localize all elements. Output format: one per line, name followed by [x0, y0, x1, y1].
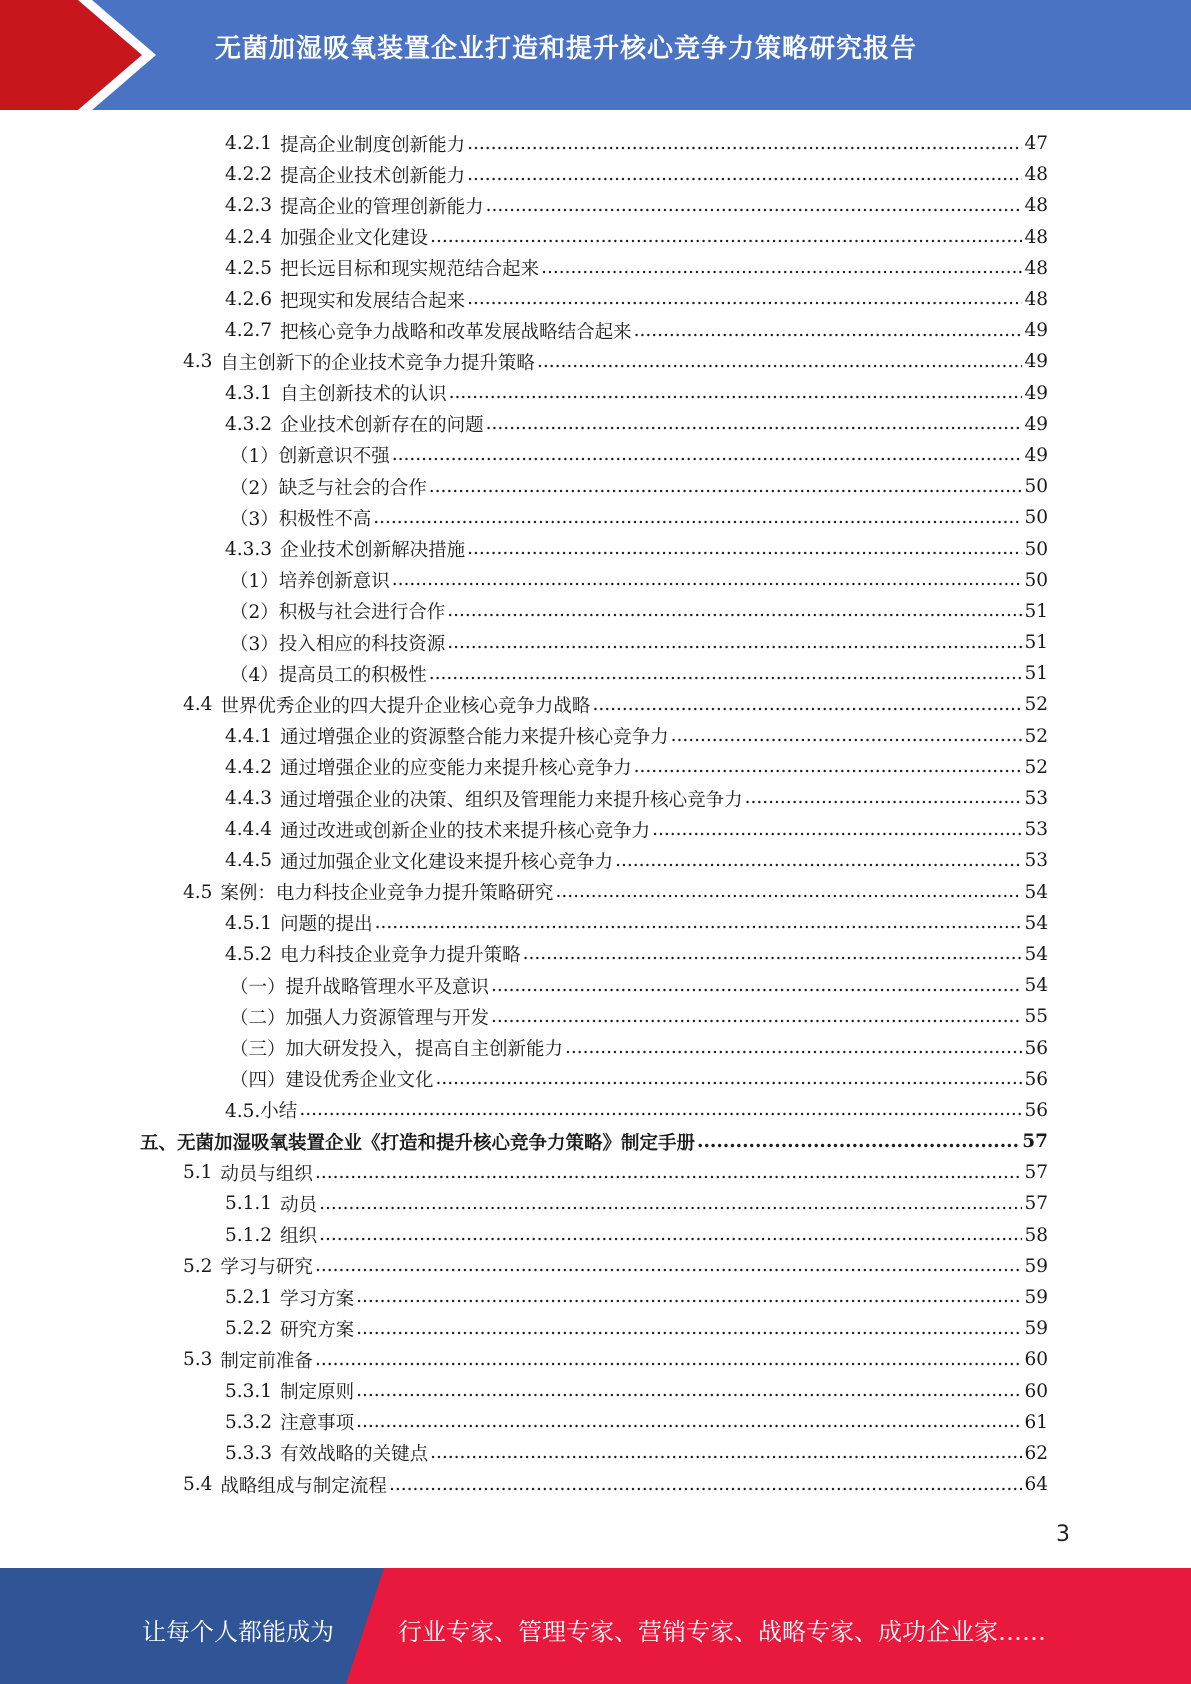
toc-dot-leader: [592, 694, 1022, 716]
toc-entry-title: 学习与研究: [220, 1257, 313, 1279]
toc-entry[interactable]: [140, 1469, 1048, 1500]
toc-entry-number: 4.2.5: [225, 257, 273, 279]
toc-entry-number: 4.4.4: [225, 819, 273, 841]
toc-entry-page: 49: [1024, 351, 1048, 373]
toc-entry-title: 有效战略的关键点: [280, 1444, 429, 1466]
toc-entry-page: 60: [1024, 1349, 1048, 1371]
toc-entry-page: 54: [1024, 912, 1048, 934]
toc-dot-leader: [436, 1068, 1023, 1090]
toc-entry-page: 52: [1024, 725, 1048, 747]
toc-entry[interactable]: [140, 1376, 1048, 1407]
toc-dot-leader: [315, 1162, 1023, 1184]
table-of-contents: [140, 128, 1048, 1500]
toc-entry[interactable]: [140, 1407, 1048, 1438]
toc-entry-page: 51: [1024, 632, 1048, 654]
toc-entry-page: 54: [1024, 943, 1048, 965]
toc-entry-number: 4.4.3: [225, 788, 273, 810]
toc-entry-page: 62: [1024, 1442, 1048, 1464]
toc-entry[interactable]: [140, 1282, 1048, 1313]
toc-dot-leader: [491, 1006, 1022, 1028]
toc-entry-title: 战略组成与制定流程: [220, 1475, 387, 1497]
toc-entry-number: 5.2: [183, 1255, 213, 1277]
toc-entry-title: 问题的提出: [280, 914, 373, 936]
toc-entry-title: 注意事项: [280, 1413, 355, 1435]
toc-entry-number: 4.4.2: [225, 756, 273, 778]
toc-entry-number: 4.3: [183, 351, 213, 373]
toc-entry-title: 通过加强企业文化建设来提升核心竞争力: [280, 851, 614, 873]
toc-dot-leader: [389, 1474, 1023, 1496]
toc-entry[interactable]: [140, 1126, 1048, 1157]
toc-entry-title: 自主创新技术的认识: [280, 384, 447, 406]
toc-dot-leader: [392, 569, 1023, 591]
toc-entry-page: 48: [1024, 164, 1048, 186]
toc-entry[interactable]: [140, 565, 1048, 596]
toc-entry[interactable]: [140, 471, 1048, 502]
toc-dot-leader: [315, 1255, 1023, 1277]
toc-dot-leader: [486, 195, 1023, 217]
toc-entry[interactable]: [140, 315, 1048, 346]
toc-dot-leader: [430, 226, 1022, 248]
toc-entry[interactable]: [140, 1313, 1048, 1344]
toc-entry-title: 企业技术创新存在的问题: [280, 415, 484, 437]
toc-entry-title: 4.5.小结: [225, 1101, 298, 1123]
toc-dot-leader: [467, 288, 1022, 310]
toc-entry[interactable]: [140, 658, 1048, 689]
toc-entry-title: 企业技术创新解决措施: [280, 540, 466, 562]
toc-dot-leader: [615, 850, 1022, 872]
toc-entry-page: 61: [1024, 1411, 1048, 1433]
toc-entry-number: 4.2.4: [225, 226, 273, 248]
toc-entry-title: 提高企业技术创新能力: [280, 165, 466, 187]
toc-entry-title: 学习方案: [280, 1288, 355, 1310]
toc-entry[interactable]: [140, 378, 1048, 409]
toc-entry-number: 4.5.2: [225, 943, 273, 965]
toc-entry[interactable]: [140, 409, 1048, 440]
toc-dot-leader: [671, 725, 1023, 747]
toc-entry-title: 组织: [280, 1226, 318, 1248]
toc-dot-leader: [634, 320, 1023, 342]
toc-entry[interactable]: [140, 222, 1048, 253]
toc-dot-leader: [449, 382, 1023, 404]
toc-dot-leader: [430, 1442, 1022, 1464]
toc-entry[interactable]: [140, 845, 1048, 876]
toc-entry-title: 动员与组织: [220, 1163, 313, 1185]
toc-entry-page: 50: [1024, 507, 1048, 529]
toc-entry-number: 4.5: [183, 881, 213, 903]
toc-dot-leader: [375, 912, 1023, 934]
toc-entry[interactable]: [140, 159, 1048, 190]
toc-entry-title: 通过增强企业的应变能力来提升核心竞争力: [280, 758, 632, 780]
toc-entry-number: 5.3: [183, 1349, 213, 1371]
toc-entry-page: 49: [1024, 382, 1048, 404]
toc-dot-leader: [356, 1286, 1022, 1308]
toc-dot-leader: [555, 881, 1022, 903]
toc-entry[interactable]: [140, 783, 1048, 814]
toc-entry-page: 49: [1024, 413, 1048, 435]
toc-entry[interactable]: [140, 1188, 1048, 1219]
toc-entry-number: 5.2.1: [225, 1287, 273, 1309]
toc-entry-number: 5.1.1: [225, 1193, 273, 1215]
toc-entry-page: 59: [1024, 1318, 1048, 1340]
toc-entry-number: 4.2.2: [225, 164, 273, 186]
toc-entry[interactable]: [140, 346, 1048, 377]
toc-entry-page: 55: [1024, 1006, 1048, 1028]
toc-entry[interactable]: [140, 1001, 1048, 1032]
toc-dot-leader: [356, 1411, 1022, 1433]
toc-entry-page: 57: [1024, 1162, 1048, 1184]
toc-entry-title: （三）加大研发投入，提高自主创新能力: [230, 1039, 564, 1061]
toc-dot-leader: [373, 507, 1022, 529]
toc-dot-leader: [429, 663, 1023, 685]
toc-dot-leader: [429, 476, 1023, 498]
toc-dot-leader: [652, 819, 1022, 841]
toc-entry-title: （一）提升战略管理水平及意识: [230, 976, 490, 998]
toc-entry-page: 50: [1024, 569, 1048, 591]
toc-entry[interactable]: [140, 689, 1048, 720]
toc-dot-leader: [491, 975, 1022, 997]
toc-dot-leader: [565, 1037, 1022, 1059]
toc-entry[interactable]: [140, 752, 1048, 783]
toc-dot-leader: [447, 632, 1022, 654]
toc-dot-leader: [634, 756, 1023, 778]
toc-entry[interactable]: [140, 440, 1048, 471]
toc-entry-title: （1）培养创新意识: [230, 571, 390, 593]
toc-entry-title: 动员: [280, 1194, 318, 1216]
toc-entry-number: 4.2.1: [225, 133, 273, 155]
toc-dot-leader: [315, 1349, 1023, 1371]
toc-entry-page: 48: [1024, 257, 1048, 279]
toc-entry[interactable]: [140, 721, 1048, 752]
toc-entry-number: 5.2.2: [225, 1318, 273, 1340]
toc-entry[interactable]: [140, 533, 1048, 564]
toc-entry-title: （四）建设优秀企业文化: [230, 1070, 434, 1092]
toc-entry-page: 59: [1024, 1255, 1048, 1277]
toc-entry-title: 通过改进或创新企业的技术来提升核心竞争力: [280, 820, 651, 842]
footer-slogan-left: 让每个人都能成为: [142, 1618, 334, 1646]
toc-entry[interactable]: [140, 284, 1048, 315]
toc-entry[interactable]: [140, 128, 1048, 159]
toc-entry-title: 五、无菌加湿吸氧装置企业《打造和提升核心竞争力策略》制定手册: [140, 1132, 696, 1154]
toc-entry-page: 53: [1024, 850, 1048, 872]
toc-entry-page: 49: [1024, 320, 1048, 342]
toc-dot-leader: [356, 1318, 1022, 1340]
toc-entry-number: 4.2.3: [225, 195, 273, 217]
toc-entry[interactable]: [140, 939, 1048, 970]
toc-entry-title: 制定原则: [280, 1382, 355, 1404]
toc-entry-page: 52: [1024, 694, 1048, 716]
toc-entry-title: 研究方案: [280, 1319, 355, 1341]
toc-dot-leader: [697, 1131, 1020, 1153]
toc-entry[interactable]: [140, 253, 1048, 284]
toc-entry-page: 57: [1022, 1131, 1048, 1153]
toc-dot-leader: [319, 1193, 1022, 1215]
toc-entry-number: 5.3.3: [225, 1442, 273, 1464]
toc-entry-page: 53: [1024, 819, 1048, 841]
toc-dot-leader: [447, 600, 1022, 622]
toc-entry-title: （4）提高员工的积极性: [230, 664, 427, 686]
document-title: 无菌加湿吸氧装置企业打造和提升核心竞争力策略研究报告: [215, 34, 918, 64]
toc-entry-page: 56: [1024, 1099, 1048, 1121]
toc-entry[interactable]: [140, 877, 1048, 908]
toc-entry[interactable]: [140, 814, 1048, 845]
toc-entry-number: 5.1: [183, 1162, 213, 1184]
toc-entry[interactable]: [140, 1344, 1048, 1375]
toc-entry-page: 64: [1024, 1474, 1048, 1496]
header-banner: [0, 0, 1191, 110]
toc-entry[interactable]: [140, 1220, 1048, 1251]
toc-entry-title: 自主创新下的企业技术竞争力提升策略: [220, 352, 535, 374]
toc-entry[interactable]: [140, 190, 1048, 221]
toc-entry-number: 4.5.1: [225, 912, 273, 934]
toc-entry-number: 4.4.1: [225, 725, 273, 747]
toc-entry[interactable]: [140, 1157, 1048, 1188]
toc-dot-leader: [486, 413, 1023, 435]
toc-entry-number: 4.3.3: [225, 538, 273, 560]
toc-dot-leader: [745, 787, 1023, 809]
toc-entry[interactable]: [140, 627, 1048, 658]
toc-entry-page: 53: [1024, 788, 1048, 810]
toc-entry[interactable]: [140, 908, 1048, 939]
toc-entry-number: 5.3.2: [225, 1411, 273, 1433]
toc-entry-title: 案例：电力科技企业竞争力提升策略研究: [220, 883, 554, 905]
toc-entry-page: 48: [1024, 226, 1048, 248]
toc-entry-title: 通过增强企业的资源整合能力来提升核心竞争力: [280, 727, 669, 749]
toc-entry-title: （二）加强人力资源管理与开发: [230, 1007, 490, 1029]
toc-entry-number: 5.1.2: [225, 1224, 273, 1246]
toc-dot-leader: [467, 164, 1022, 186]
toc-dot-leader: [537, 351, 1023, 373]
toc-entry-title: （1）创新意识不强: [230, 446, 390, 468]
toc-entry-title: 把现实和发展结合起来: [280, 290, 466, 312]
toc-entry-page: 60: [1024, 1380, 1048, 1402]
toc-entry-title: （3）积极性不高: [230, 508, 372, 530]
toc-entry[interactable]: [140, 1095, 1048, 1126]
toc-entry-page: 50: [1024, 538, 1048, 560]
toc-entry-page: 50: [1024, 476, 1048, 498]
toc-entry-page: 49: [1024, 444, 1048, 466]
toc-dot-leader: [541, 257, 1022, 279]
toc-entry-title: 提高企业制度创新能力: [280, 134, 466, 156]
toc-entry-page: 48: [1024, 195, 1048, 217]
toc-entry-page: 54: [1024, 881, 1048, 903]
toc-entry-page: 58: [1024, 1224, 1048, 1246]
toc-entry-title: 世界优秀企业的四大提升企业核心竞争力战略: [220, 695, 591, 717]
toc-entry-number: 5.3.1: [225, 1380, 273, 1402]
toc-dot-leader: [467, 133, 1022, 155]
toc-entry-page: 52: [1024, 756, 1048, 778]
toc-entry-page: 51: [1024, 600, 1048, 622]
toc-entry-title: （2）积极与社会进行合作: [230, 602, 446, 624]
toc-entry-number: 5.4: [183, 1474, 213, 1496]
toc-dot-leader: [392, 444, 1023, 466]
toc-entry-number: 4.4: [183, 694, 213, 716]
toc-entry-title: 制定前准备: [220, 1350, 313, 1372]
toc-entry-title: 电力科技企业竞争力提升策略: [280, 945, 521, 967]
toc-entry-title: 通过增强企业的决策、组织及管理能力来提升核心竞争力: [280, 789, 743, 811]
toc-dot-leader: [356, 1380, 1022, 1402]
toc-entry-title: 把长远目标和现实规范结合起来: [280, 259, 540, 281]
toc-entry[interactable]: [140, 1064, 1048, 1095]
toc-dot-leader: [299, 1099, 1022, 1121]
toc-entry-page: 54: [1024, 975, 1048, 997]
toc-dot-leader: [467, 538, 1022, 560]
toc-entry-number: 4.4.5: [225, 850, 273, 872]
footer-banner: [0, 1568, 1191, 1684]
toc-entry-page: 56: [1024, 1037, 1048, 1059]
toc-entry-title: （2）缺乏与社会的合作: [230, 477, 427, 499]
toc-entry-number: 4.2.6: [225, 289, 273, 311]
toc-dot-leader: [319, 1224, 1022, 1246]
toc-entry[interactable]: [140, 1251, 1048, 1282]
toc-entry[interactable]: [140, 970, 1048, 1001]
footer-slogan-right: 行业专家、管理专家、营销专家、战略专家、成功企业家……: [398, 1618, 1046, 1646]
toc-entry-title: 把核心竞争力战略和改革发展战略结合起来: [280, 321, 632, 343]
toc-entry-number: 4.3.1: [225, 382, 273, 404]
toc-entry-page: 51: [1024, 663, 1048, 685]
toc-entry-page: 47: [1024, 133, 1048, 155]
toc-entry[interactable]: [140, 1032, 1048, 1063]
toc-dot-leader: [523, 943, 1023, 965]
toc-entry[interactable]: [140, 502, 1048, 533]
toc-entry-page: 56: [1024, 1068, 1048, 1090]
toc-entry[interactable]: [140, 596, 1048, 627]
toc-entry-page: 59: [1024, 1287, 1048, 1309]
page-number: 3: [1056, 1522, 1070, 1547]
toc-entry-title: 提高企业的管理创新能力: [280, 196, 484, 218]
toc-entry-title: （3）投入相应的科技资源: [230, 633, 446, 655]
toc-entry-title: 加强企业文化建设: [280, 228, 429, 250]
toc-entry-page: 48: [1024, 289, 1048, 311]
toc-entry-page: 57: [1024, 1193, 1048, 1215]
toc-entry[interactable]: [140, 1438, 1048, 1469]
toc-entry-number: 4.3.2: [225, 413, 273, 435]
toc-entry-number: 4.2.7: [225, 320, 273, 342]
